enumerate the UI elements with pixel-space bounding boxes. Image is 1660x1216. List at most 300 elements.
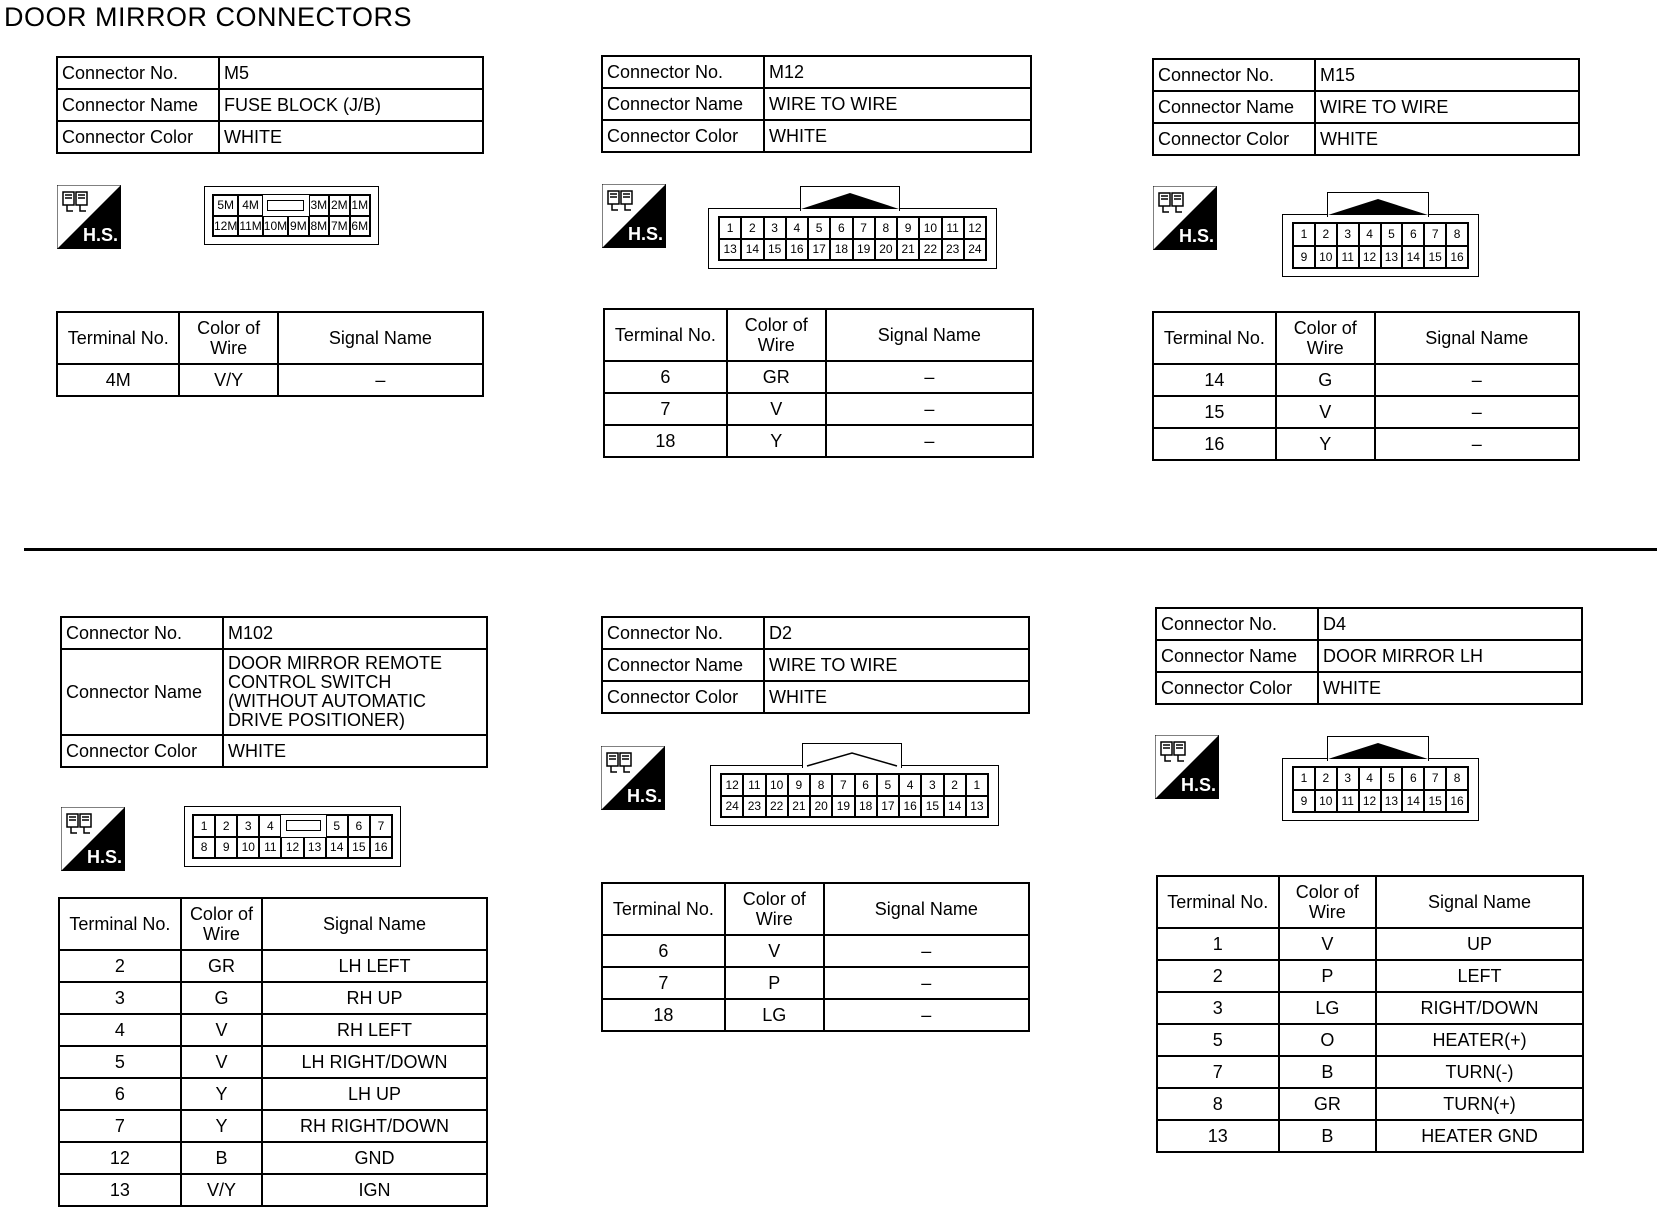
connector-no-value: M12 <box>764 56 1031 88</box>
connector-color-label: Connector Color <box>602 120 764 152</box>
terminal-table <box>1152 311 1580 461</box>
cell-signal: – <box>826 361 1033 393</box>
pin-terminal: 23 <box>743 796 765 818</box>
table-row <box>1157 960 1583 992</box>
cell-signal: – <box>824 935 1029 967</box>
pin-terminal: 5 <box>326 815 348 837</box>
connector-face-diagram <box>204 186 380 246</box>
pin-terminal: 3 <box>237 815 259 837</box>
terminal-table-header <box>604 309 1033 361</box>
table-row <box>59 982 487 1014</box>
connector-name-row <box>1156 640 1582 672</box>
cell-signal: – <box>1375 428 1579 460</box>
svg-text:H.S.: H.S. <box>628 224 664 244</box>
connector-face-diagram <box>1282 736 1480 822</box>
connector-no-label: Connector No. <box>1156 608 1318 640</box>
table-row <box>1157 1120 1583 1152</box>
pin-terminal: 6M <box>350 216 370 237</box>
harness-side-icon <box>57 185 121 249</box>
pin-terminal: 22 <box>919 239 941 261</box>
harness-side-icon <box>1155 735 1219 799</box>
pin-terminal: 4 <box>786 217 808 239</box>
connector-info-table <box>56 56 484 154</box>
terminal-table-header <box>59 898 487 950</box>
pin-terminal: 6 <box>348 815 370 837</box>
cell-terminal: 4 <box>59 1014 181 1046</box>
pin-terminal: 6 <box>1402 223 1424 246</box>
cell-terminal: 7 <box>1157 1056 1279 1088</box>
cell-signal: RH UP <box>262 982 487 1014</box>
connector-no-value: M15 <box>1315 59 1579 91</box>
table-row <box>59 1110 487 1142</box>
cell-wire: V/Y <box>181 1174 262 1206</box>
terminal-table-header <box>602 883 1029 935</box>
pin-terminal: 7 <box>1424 223 1446 246</box>
pin-terminal: 11M <box>238 216 262 237</box>
wire-color-header: Color of Wire <box>179 312 277 364</box>
connector-face-diagram <box>710 743 1000 827</box>
pin-terminal: 8 <box>875 217 897 239</box>
connector-color-row <box>57 121 483 153</box>
page-title: DOOR MIRROR CONNECTORS <box>4 2 413 32</box>
cell-signal: – <box>826 425 1033 457</box>
pin-terminal: 24 <box>721 796 743 818</box>
pin-terminal: 9 <box>215 837 237 859</box>
pin-terminal: 10 <box>237 837 259 859</box>
cell-signal: LH UP <box>262 1078 487 1110</box>
cell-signal: – <box>824 967 1029 999</box>
pin-terminal: 2M <box>329 195 349 216</box>
connector-latch <box>1327 736 1429 761</box>
cell-wire: V <box>181 1014 262 1046</box>
table-row <box>1157 992 1583 1024</box>
cell-signal: – <box>824 999 1029 1031</box>
pin-terminal: 13 <box>966 796 988 818</box>
cell-terminal: 6 <box>602 935 725 967</box>
table-row <box>602 935 1029 967</box>
cell-wire: Y <box>181 1078 262 1110</box>
table-row <box>1153 428 1579 460</box>
cell-terminal: 13 <box>1157 1120 1279 1152</box>
table-row <box>59 1174 487 1206</box>
table-row <box>59 1046 487 1078</box>
pin-terminal: 1 <box>966 774 988 796</box>
signal-name-header: Signal Name <box>1375 312 1579 364</box>
pin-terminal: 14 <box>1402 246 1424 269</box>
pin-terminal: 2 <box>1315 767 1337 790</box>
pin-terminal: 17 <box>877 796 899 818</box>
connector-no-label: Connector No. <box>1153 59 1315 91</box>
pin-terminal: 13 <box>1381 246 1403 269</box>
pin-grid <box>212 194 371 237</box>
connector-face-diagram <box>1282 192 1480 278</box>
wire-color-header: Color of Wire <box>725 883 824 935</box>
pin-terminal: 11 <box>259 837 281 859</box>
pin-terminal: 16 <box>786 239 808 261</box>
pin-terminal: 2 <box>1315 223 1337 246</box>
cell-wire: O <box>1279 1024 1376 1056</box>
pin-terminal: 1 <box>1293 767 1315 790</box>
cell-wire: LG <box>1279 992 1376 1024</box>
terminal-table <box>56 311 484 397</box>
pin-terminal: 10 <box>919 217 941 239</box>
connector-name-value: WIRE TO WIRE <box>764 649 1029 681</box>
pin-terminal: 3M <box>309 195 329 216</box>
pin-terminal: 20 <box>875 239 897 261</box>
connector-name-value: DOOR MIRROR REMOTE CONTROL SWITCH (WITHOUT AUTOMATIC DRIVE POSITIONER) <box>223 649 487 735</box>
pin-terminal: 10 <box>1315 790 1337 813</box>
cell-wire: V <box>1279 928 1376 960</box>
pin-terminal: 5 <box>877 774 899 796</box>
pin-terminal: 4 <box>1359 223 1381 246</box>
cell-signal: – <box>826 393 1033 425</box>
pin-slot <box>263 195 309 216</box>
connector-color-value: WHITE <box>1315 123 1579 155</box>
pin-terminal: 1M <box>350 195 370 216</box>
signal-name-header: Signal Name <box>262 898 487 950</box>
pin-terminal: 10 <box>766 774 788 796</box>
cell-wire: V <box>727 393 826 425</box>
pin-terminal: 21 <box>788 796 810 818</box>
cell-wire: V <box>1276 396 1375 428</box>
cell-terminal: 7 <box>59 1110 181 1142</box>
pin-terminal: 14 <box>944 796 966 818</box>
terminal-no-header: Terminal No. <box>1157 876 1279 928</box>
pin-terminal: 8 <box>810 774 832 796</box>
pin-terminal: 9 <box>788 774 810 796</box>
cell-signal: HEATER(+) <box>1376 1024 1583 1056</box>
connector-color-value: WHITE <box>223 735 487 767</box>
pin-terminal: 5 <box>1381 767 1403 790</box>
connector-name-row <box>57 89 483 121</box>
pin-terminal: 4 <box>1359 767 1381 790</box>
section-divider <box>24 548 1657 551</box>
terminal-table <box>603 308 1034 458</box>
connector-no-row <box>1153 59 1579 91</box>
connector-no-label: Connector No. <box>57 57 219 89</box>
harness-side-icon <box>601 746 665 810</box>
pin-terminal: 2 <box>215 815 237 837</box>
pin-terminal: 4 <box>259 815 281 837</box>
cell-wire: V <box>725 935 824 967</box>
harness-side-icon <box>602 184 666 248</box>
cell-wire: Y <box>727 425 826 457</box>
cell-signal: GND <box>262 1142 487 1174</box>
cell-wire: GR <box>181 950 262 982</box>
svg-text:H.S.: H.S. <box>1179 226 1215 246</box>
table-row <box>1153 396 1579 428</box>
connector-info-table <box>1152 58 1580 156</box>
cell-terminal: 8 <box>1157 1088 1279 1120</box>
table-row <box>1157 928 1583 960</box>
pin-terminal: 3 <box>764 217 786 239</box>
pin-terminal: 9 <box>897 217 919 239</box>
pin-terminal: 7 <box>832 774 854 796</box>
terminal-table-header <box>1153 312 1579 364</box>
connector-face-diagram <box>708 186 998 270</box>
cell-terminal: 1 <box>1157 928 1279 960</box>
pin-terminal: 5M <box>213 195 238 216</box>
cell-signal: LH RIGHT/DOWN <box>262 1046 487 1078</box>
cell-signal: UP <box>1376 928 1583 960</box>
connector-color-value: WHITE <box>764 120 1031 152</box>
slot-key <box>267 200 304 211</box>
cell-terminal: 18 <box>602 999 725 1031</box>
cell-terminal: 4M <box>57 364 179 396</box>
connector-no-value: D2 <box>764 617 1029 649</box>
cell-wire: B <box>1279 1056 1376 1088</box>
cell-terminal: 6 <box>604 361 727 393</box>
cell-wire: P <box>725 967 824 999</box>
pin-terminal: 12 <box>721 774 743 796</box>
cell-terminal: 16 <box>1153 428 1276 460</box>
connector-color-value: WHITE <box>1318 672 1582 704</box>
cell-signal: – <box>1375 396 1579 428</box>
pin-grid <box>192 814 393 859</box>
connector-name-row <box>602 88 1031 120</box>
pin-terminal: 12 <box>964 217 986 239</box>
connector-face-diagram <box>184 806 402 868</box>
cell-terminal: 3 <box>1157 992 1279 1024</box>
connector-name-label: Connector Name <box>61 649 223 735</box>
pin-terminal: 15 <box>921 796 943 818</box>
cell-wire: B <box>181 1142 262 1174</box>
terminal-no-header: Terminal No. <box>59 898 181 950</box>
pin-terminal: 12M <box>213 216 238 237</box>
pin-terminal: 16 <box>370 837 392 859</box>
wire-color-header: Color of Wire <box>181 898 262 950</box>
connector-color-value: WHITE <box>764 681 1029 713</box>
terminal-no-header: Terminal No. <box>57 312 179 364</box>
svg-text:H.S.: H.S. <box>83 225 119 245</box>
pin-grid <box>720 773 989 818</box>
cell-wire: V <box>181 1046 262 1078</box>
pin-terminal: 1 <box>1293 223 1315 246</box>
cell-signal: RIGHT/DOWN <box>1376 992 1583 1024</box>
pin-terminal: 5 <box>808 217 830 239</box>
pin-terminal: 16 <box>1446 246 1468 269</box>
table-row <box>602 999 1029 1031</box>
pin-terminal: 1 <box>193 815 215 837</box>
terminal-table-header <box>57 312 483 364</box>
connector-latch <box>800 186 900 211</box>
terminal-no-header: Terminal No. <box>1153 312 1276 364</box>
pin-grid <box>1292 766 1469 813</box>
pin-terminal: 11 <box>1337 790 1359 813</box>
cell-wire: V/Y <box>179 364 277 396</box>
table-row <box>602 967 1029 999</box>
pin-terminal: 4 <box>899 774 921 796</box>
pin-terminal: 3 <box>921 774 943 796</box>
cell-wire: B <box>1279 1120 1376 1152</box>
table-row <box>1157 1056 1583 1088</box>
pin-terminal: 13 <box>1381 790 1403 813</box>
wire-color-header: Color of Wire <box>727 309 826 361</box>
table-row <box>604 393 1033 425</box>
pin-terminal: 8 <box>193 837 215 859</box>
connector-no-label: Connector No. <box>602 617 764 649</box>
cell-signal: HEATER GND <box>1376 1120 1583 1152</box>
signal-name-header: Signal Name <box>1376 876 1583 928</box>
cell-signal: TURN(+) <box>1376 1088 1583 1120</box>
cell-terminal: 7 <box>604 393 727 425</box>
table-row <box>59 950 487 982</box>
pin-terminal: 15 <box>1424 246 1446 269</box>
table-row <box>1157 1024 1583 1056</box>
pin-terminal: 2 <box>741 217 763 239</box>
pin-terminal: 9 <box>1293 790 1315 813</box>
connector-name-label: Connector Name <box>602 649 764 681</box>
connector-color-row <box>61 735 487 767</box>
cell-wire: Y <box>181 1110 262 1142</box>
pin-terminal: 4M <box>238 195 262 216</box>
connector-info-table <box>601 616 1030 714</box>
pin-terminal: 17 <box>808 239 830 261</box>
connector-info-table <box>1155 607 1583 705</box>
cell-signal: – <box>278 364 483 396</box>
pin-terminal: 3 <box>1337 223 1359 246</box>
cell-terminal: 12 <box>59 1142 181 1174</box>
pin-terminal: 22 <box>766 796 788 818</box>
pin-terminal: 15 <box>764 239 786 261</box>
cell-wire: GR <box>1279 1088 1376 1120</box>
table-row <box>59 1078 487 1110</box>
pin-terminal: 8 <box>1446 767 1468 790</box>
connector-name-value: DOOR MIRROR LH <box>1318 640 1582 672</box>
terminal-table-header <box>1157 876 1583 928</box>
cell-wire: Y <box>1276 428 1375 460</box>
connector-color-row <box>1153 123 1579 155</box>
pin-terminal: 3 <box>1337 767 1359 790</box>
cell-wire: P <box>1279 960 1376 992</box>
pin-terminal: 13 <box>719 239 741 261</box>
pin-terminal: 6 <box>830 217 852 239</box>
connector-no-label: Connector No. <box>61 617 223 649</box>
pin-terminal: 12 <box>281 837 303 859</box>
terminal-no-header: Terminal No. <box>602 883 725 935</box>
table-row <box>604 425 1033 457</box>
table-row <box>59 1142 487 1174</box>
pin-terminal: 12 <box>1359 246 1381 269</box>
pin-terminal: 23 <box>942 239 964 261</box>
cell-wire: GR <box>727 361 826 393</box>
cell-signal: – <box>1375 364 1579 396</box>
cell-terminal: 15 <box>1153 396 1276 428</box>
connector-name-label: Connector Name <box>602 88 764 120</box>
pin-terminal: 1 <box>719 217 741 239</box>
cell-terminal: 5 <box>59 1046 181 1078</box>
pin-terminal: 6 <box>855 774 877 796</box>
pin-terminal: 18 <box>830 239 852 261</box>
cell-terminal: 7 <box>602 967 725 999</box>
pin-terminal: 16 <box>899 796 921 818</box>
connector-latch <box>1327 192 1429 217</box>
connector-color-label: Connector Color <box>57 121 219 153</box>
connector-name-label: Connector Name <box>57 89 219 121</box>
pin-terminal: 5 <box>1381 223 1403 246</box>
connector-name-value: WIRE TO WIRE <box>764 88 1031 120</box>
connector-name-row <box>1153 91 1579 123</box>
connector-no-value: M102 <box>223 617 487 649</box>
cell-signal: LEFT <box>1376 960 1583 992</box>
cell-terminal: 5 <box>1157 1024 1279 1056</box>
pin-terminal: 20 <box>810 796 832 818</box>
signal-name-header: Signal Name <box>824 883 1029 935</box>
cell-signal: IGN <box>262 1174 487 1206</box>
connector-no-row <box>1156 608 1582 640</box>
pin-terminal: 7M <box>329 216 349 237</box>
connector-no-row <box>57 57 483 89</box>
connector-color-value: WHITE <box>219 121 483 153</box>
pin-terminal: 11 <box>942 217 964 239</box>
cell-terminal: 2 <box>1157 960 1279 992</box>
connector-no-row <box>602 56 1031 88</box>
terminal-table <box>1156 875 1584 1153</box>
connector-info-table <box>601 55 1032 153</box>
svg-text:H.S.: H.S. <box>1181 775 1217 795</box>
connector-color-label: Connector Color <box>1156 672 1318 704</box>
connector-color-label: Connector Color <box>602 681 764 713</box>
pin-terminal: 8 <box>1446 223 1468 246</box>
connector-name-row <box>602 649 1029 681</box>
cell-terminal: 3 <box>59 982 181 1014</box>
connector-color-label: Connector Color <box>61 735 223 767</box>
cell-terminal: 14 <box>1153 364 1276 396</box>
pin-terminal: 2 <box>944 774 966 796</box>
connector-no-label: Connector No. <box>602 56 764 88</box>
pin-terminal: 13 <box>304 837 326 859</box>
pin-terminal: 14 <box>326 837 348 859</box>
cell-terminal: 18 <box>604 425 727 457</box>
connector-info-table <box>60 616 488 768</box>
connector-latch <box>802 743 902 768</box>
table-row <box>1157 1088 1583 1120</box>
pin-terminal: 9M <box>288 216 308 237</box>
pin-terminal: 7 <box>370 815 392 837</box>
terminal-table <box>601 882 1030 1032</box>
connector-color-row <box>602 120 1031 152</box>
cell-terminal: 6 <box>59 1078 181 1110</box>
cell-wire: LG <box>725 999 824 1031</box>
cell-wire: G <box>1276 364 1375 396</box>
pin-terminal: 14 <box>741 239 763 261</box>
pin-terminal: 21 <box>897 239 919 261</box>
connector-name-value: FUSE BLOCK (J/B) <box>219 89 483 121</box>
connector-name-label: Connector Name <box>1153 91 1315 123</box>
harness-side-icon <box>1153 186 1217 250</box>
pin-terminal: 10M <box>263 216 288 237</box>
cell-terminal: 2 <box>59 950 181 982</box>
pin-terminal: 14 <box>1402 790 1424 813</box>
svg-text:H.S.: H.S. <box>87 847 123 867</box>
connector-no-row <box>602 617 1029 649</box>
connector-color-row <box>1156 672 1582 704</box>
pin-grid <box>718 216 987 261</box>
connector-no-value: D4 <box>1318 608 1582 640</box>
pin-terminal: 15 <box>348 837 370 859</box>
harness-side-icon <box>61 807 125 871</box>
table-row <box>57 364 483 396</box>
pin-terminal: 19 <box>832 796 854 818</box>
pin-terminal: 24 <box>964 239 986 261</box>
pin-slot <box>281 815 325 837</box>
pin-terminal: 18 <box>855 796 877 818</box>
pin-grid <box>1292 222 1469 269</box>
signal-name-header: Signal Name <box>278 312 483 364</box>
cell-signal: RH LEFT <box>262 1014 487 1046</box>
pin-terminal: 19 <box>853 239 875 261</box>
pin-terminal: 7 <box>1424 767 1446 790</box>
